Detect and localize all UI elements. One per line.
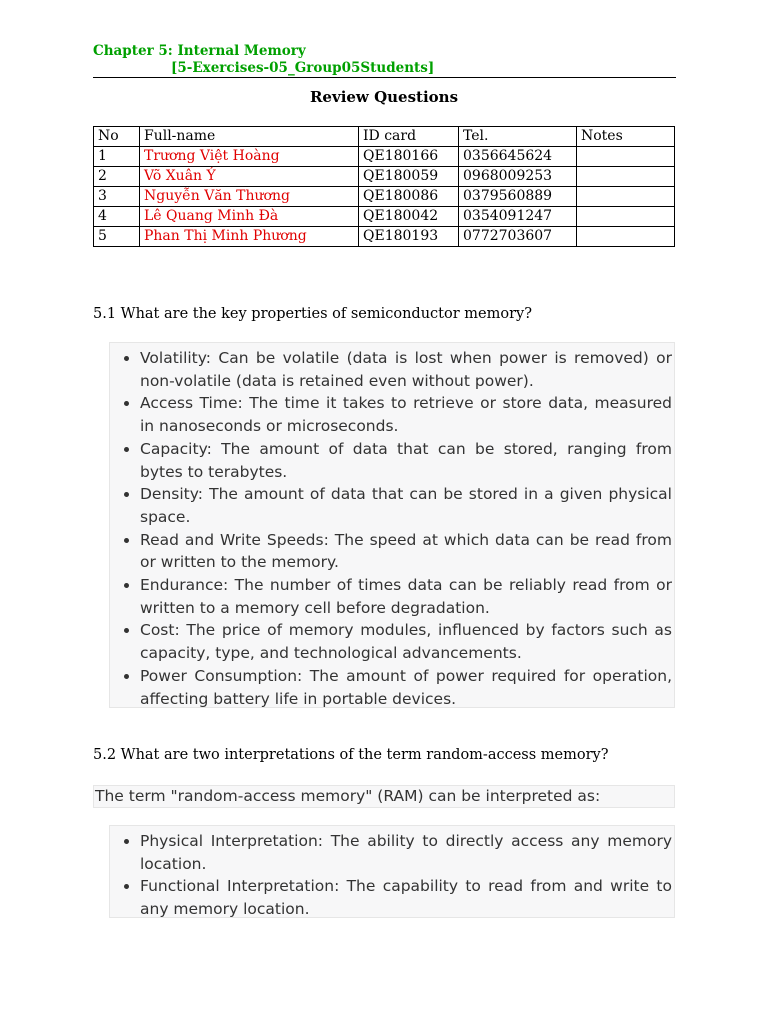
member-notes (577, 207, 675, 227)
list-item: • Volatility: Can be volatile (data is lost when power is removed) or non-volatile (data is retained even without power). (140, 347, 672, 392)
row-number: 4 (94, 207, 140, 227)
member-notes (577, 227, 675, 247)
table-row (94, 147, 675, 167)
list-item: • Physical Interpretation: The ability to directly access any memory location. (140, 830, 672, 875)
question-5-2: 5.2 What are two interpretations of the term random-access memory? (93, 747, 609, 763)
list-item: • Functional Interpretation: The capability to read from and write to any memory location. (140, 875, 672, 920)
member-id: QE180086 (359, 187, 459, 207)
member-tel: 0379560889 (459, 187, 577, 207)
answer-list (110, 826, 674, 925)
list-item: • Capacity: The amount of data that can be stored, ranging from bytes to terabytes. (140, 438, 672, 483)
column-header: Tel. (459, 127, 577, 147)
column-header: No (94, 127, 140, 147)
table-row (94, 227, 675, 247)
member-name: Võ Xuân Ý (140, 167, 359, 187)
member-name: Lê Quang Minh Đà (140, 207, 359, 227)
member-id: QE180193 (359, 227, 459, 247)
list-item: • Access Time: The time it takes to retrieve or store data, measured in nanoseconds or microseconds. (140, 392, 672, 437)
table-row (94, 187, 675, 207)
row-number: 3 (94, 187, 140, 207)
row-number: 1 (94, 147, 140, 167)
row-number: 5 (94, 227, 140, 247)
member-tel: 0968009253 (459, 167, 577, 187)
answer-list (110, 343, 674, 714)
question-5-1: 5.1 What are the key properties of semiconductor memory? (93, 306, 532, 322)
member-tel: 0772703607 (459, 227, 577, 247)
member-id: QE180059 (359, 167, 459, 187)
header-divider (93, 77, 676, 78)
column-header: ID card (359, 127, 459, 147)
chapter-title: Chapter 5: Internal Memory (93, 43, 306, 59)
table-header-row (94, 127, 675, 147)
member-name: Trương Việt Hoàng (140, 147, 359, 167)
member-name: Phan Thị Minh Phương (140, 227, 359, 247)
table-row (94, 167, 675, 187)
list-item: • Read and Write Speeds: The speed at which data can be read from or written to the memory. (140, 529, 672, 574)
member-notes (577, 147, 675, 167)
page-title: Review Questions (309, 88, 459, 106)
answer-intro: The term "random-access memory" (RAM) can be interpreted as: (93, 785, 675, 808)
row-number: 2 (94, 167, 140, 187)
list-item: • Power Consumption: The amount of power required for operation, affecting battery life in portable devices. (140, 665, 672, 710)
member-name: Nguyễn Văn Thương (140, 187, 359, 207)
chapter-header (93, 43, 434, 77)
answer-box-5-1 (109, 342, 675, 708)
list-item: • Cost: The price of memory modules, influenced by factors such as capacity, type, and technological advancements. (140, 619, 672, 664)
member-tel: 0356645624 (459, 147, 577, 167)
column-header: Full-name (140, 127, 359, 147)
column-header: Notes (577, 127, 675, 147)
exercise-label: [5-Exercises-05_Group05Students] (171, 60, 435, 76)
member-tel: 0354091247 (459, 207, 577, 227)
list-item: • Density: The amount of data that can be stored in a given physical space. (140, 483, 672, 528)
member-id: QE180166 (359, 147, 459, 167)
member-notes (577, 167, 675, 187)
members-table (93, 126, 675, 247)
answer-box-5-2 (109, 825, 675, 918)
member-id: QE180042 (359, 207, 459, 227)
list-item: • Endurance: The number of times data can be reliably read from or written to a memory cell before degradation. (140, 574, 672, 619)
table-row (94, 207, 675, 227)
member-notes (577, 187, 675, 207)
